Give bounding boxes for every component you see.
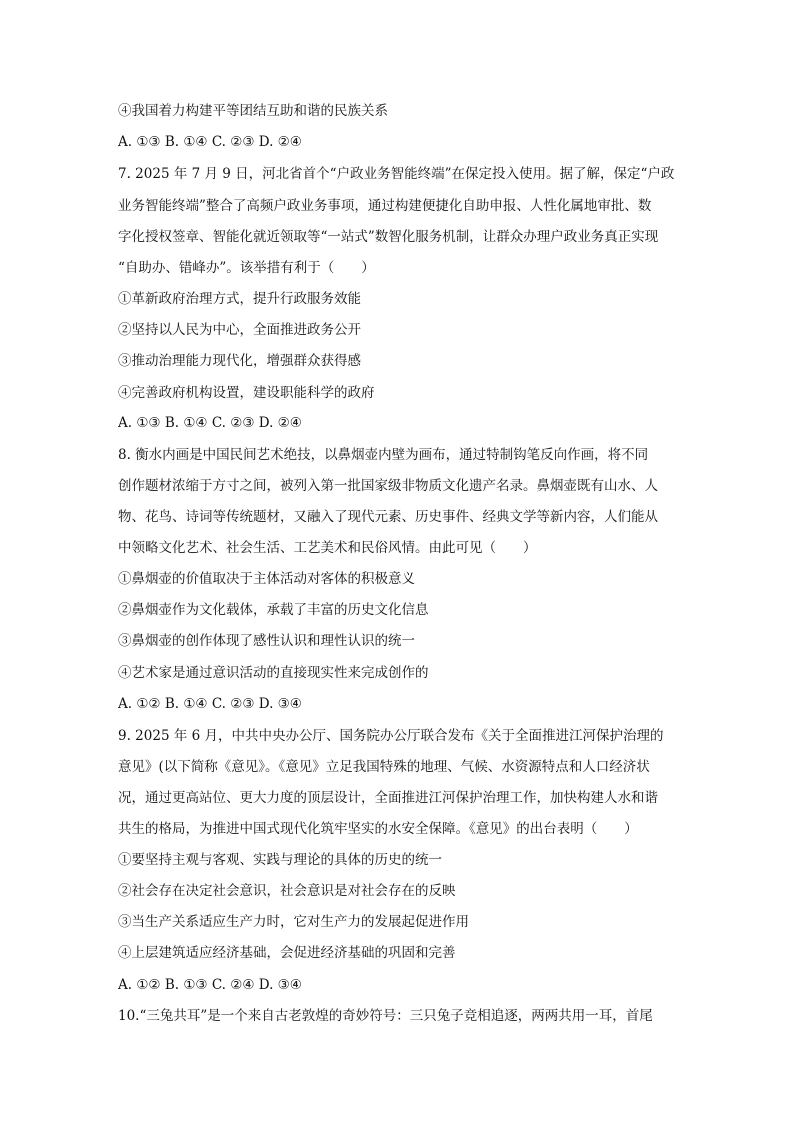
option-text: ①鼻烟壶的价值取决于主体活动对客体的积极意义: [118, 571, 415, 587]
question-10-text: 10.“三兔共耳”是一个来自古老敦煌的奇妙符号：三只兔子竞相追逐，两两共用一耳，首尾: [118, 1008, 653, 1024]
question-9-text: 9. 2025 年 6 月，中共中央办公厅、国务院办公厅联合发布《关于全面推进江河保护治理的: [118, 728, 664, 744]
question-8-text: 8. 衡水内画是中国民间艺术绝技，以鼻烟壶内壁为画布，通过特制钩笔反向作画，将不同: [118, 447, 649, 463]
question-7-text: 字化授权签章、智能化就近领取等“一站式”数智化服务机制，让群众办理户政业务真正实现: [118, 229, 659, 245]
option-text: ①要坚持主观与客观、实践与理论的具体的历史的统一: [118, 852, 442, 868]
question-8-text: 物、花鸟、诗词等传统题材，又融入了现代元素、历史事件、经典文学等新内容，人们能从: [118, 509, 658, 525]
option-text: ③鼻烟壶的创作体现了感性认识和理性认识的统一: [118, 633, 415, 649]
answer-choices: A. ①③ B. ①④ C. ②③ D. ②④: [118, 415, 302, 431]
option-text: ③当生产关系适应生产力时，它对生产力的发展起促进作用: [118, 914, 469, 930]
option-text: ④上层建筑适应经济基础，会促进经济基础的巩固和完善: [118, 945, 456, 961]
question-7-text: “自助办、错峰办”。该举措有利于（ ）: [118, 260, 375, 276]
option-text: ④完善政府机构设置，建设职能科学的政府: [118, 385, 375, 401]
answer-choices: A. ①③ B. ①④ C. ②③ D. ②④: [118, 134, 302, 150]
question-9-text: 意见》(以下简称《意见》。《意见》立足我国特殊的地理、气候、水资源特点和人口经济状: [118, 759, 650, 775]
option-text: ④我国着力构建平等团结互助和谐的民族关系: [118, 103, 388, 119]
option-text: ②鼻烟壶作为文化载体，承载了丰富的历史文化信息: [118, 602, 429, 618]
question-8-text: 中领略文化艺术、社会生活、工艺美术和民俗风情。由此可见（ ）: [118, 540, 537, 556]
question-9-text: 共生的格局，为推进中国式现代化筑牢坚实的水安全保障。《意见》的出台表明（ ）: [118, 821, 638, 837]
option-text: ③推动治理能力现代化，增强群众获得感: [118, 353, 361, 369]
option-text: ②坚持以人民为中心，全面推进政务公开: [118, 322, 361, 338]
answer-choices: A. ①② B. ①④ C. ②③ D. ③④: [118, 696, 302, 712]
option-text: ④艺术家是通过意识活动的直接现实性来完成创作的: [118, 665, 429, 681]
question-8-text: 创作题材浓缩于方寸之间，被列入第一批国家级非物质文化遗产名录。鼻烟壶既有山水、人: [118, 478, 658, 494]
question-9-text: 况，通过更高站位、更大力度的顶层设计，全面推进江河保护治理工作，加快构建人水和谐: [118, 790, 658, 806]
question-7-text: 7. 2025 年 7 月 9 日，河北省首个“户政业务智能终端”在保定投入使用。据了解，保定“户政: [118, 166, 675, 182]
option-text: ②社会存在决定社会意识，社会意识是对社会存在的反映: [118, 883, 456, 899]
option-text: ①革新政府治理方式，提升行政服务效能: [118, 291, 361, 307]
question-7-text: 业务智能终端”整合了高频户政业务事项，通过构建便捷化自助申报、人性化属地审批、数: [118, 198, 652, 214]
answer-choices: A. ①② B. ①③ C. ②④ D. ③④: [118, 977, 302, 993]
